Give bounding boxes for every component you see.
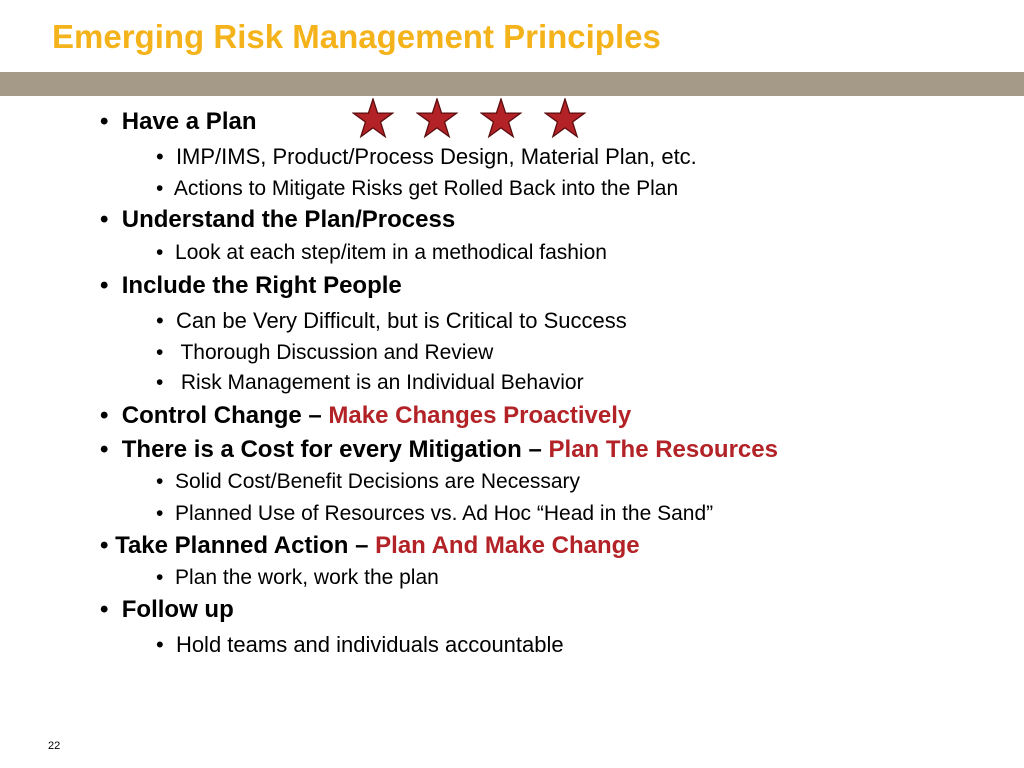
bullet-text: Hold teams and individuals accountable (175, 632, 564, 657)
bullet-glyph: • (156, 241, 164, 264)
bullet-item (100, 206, 455, 234)
bullet-glyph: • (100, 532, 109, 559)
sub-bullet-item (156, 308, 627, 334)
sub-bullet-item (156, 632, 564, 658)
bullet-text: Can be Very Difficult, but is Critical to Success (175, 308, 627, 333)
bullet-text: Solid Cost/Benefit Decisions are Necessary (175, 470, 581, 493)
bullet-text: Planned Use of Resources vs. Ad Hoc “Head in the Sand” (175, 502, 714, 525)
bullet-text: Understand the Plan/Process (121, 206, 456, 233)
highlight-text: Plan And Make Change (375, 532, 640, 559)
bullet-glyph: • (156, 308, 164, 333)
bullet-text: Thorough Discussion and Review (180, 341, 494, 364)
star-icon (544, 98, 586, 138)
star-rating (352, 98, 586, 138)
bullet-item (100, 108, 257, 136)
page-number: 22 (48, 740, 61, 752)
bullet-text: Control Change – (121, 402, 329, 429)
bullet-glyph: • (100, 596, 109, 623)
bullet-text: Take Planned Action – (115, 532, 376, 559)
sub-bullet-item (156, 502, 713, 526)
sub-bullet-item (156, 144, 697, 170)
bullet-glyph: • (156, 144, 164, 169)
bullet-glyph: • (156, 371, 164, 394)
bullet-glyph: • (156, 177, 164, 200)
bullet-glyph: • (100, 206, 109, 233)
bullet-text: IMP/IMS, Product/Process Design, Material Plan, etc. (175, 144, 697, 169)
bullet-glyph: • (156, 632, 164, 657)
bullet-item (100, 436, 778, 464)
sub-bullet-item (156, 341, 493, 365)
star-icon (352, 98, 394, 138)
sub-bullet-item (156, 371, 584, 395)
bullet-glyph: • (156, 470, 164, 493)
highlight-text: Plan The Resources (548, 436, 778, 463)
bullet-glyph: • (100, 436, 109, 463)
bullet-text: Have a Plan (121, 108, 257, 135)
bullet-text: Risk Management is an Individual Behavior (180, 371, 584, 394)
slide-title: Emerging Risk Management Principles (52, 18, 661, 55)
bullet-glyph: • (156, 566, 164, 589)
bullet-glyph: • (156, 341, 164, 364)
bullet-text: Follow up (121, 596, 234, 623)
sub-bullet-item (156, 566, 439, 590)
bullet-glyph: • (100, 272, 109, 299)
star-icon (480, 98, 522, 138)
sub-bullet-item (156, 470, 580, 494)
bullet-item (100, 532, 640, 560)
bullet-glyph: • (100, 108, 109, 135)
bullet-glyph: • (100, 402, 109, 429)
sub-bullet-item (156, 177, 678, 201)
title-divider-bar (0, 72, 1024, 96)
bullet-item (100, 596, 234, 624)
bullet-item (100, 272, 402, 300)
highlight-text: Make Changes Proactively (328, 402, 632, 429)
sub-bullet-item (156, 241, 607, 265)
bullet-text: Include the Right People (121, 272, 402, 299)
bullet-text: Actions to Mitigate Risks get Rolled Back into the Plan (173, 177, 679, 200)
bullet-text: Look at each step/item in a methodical fashion (175, 241, 607, 264)
bullet-glyph: • (156, 502, 164, 525)
bullet-text: There is a Cost for every Mitigation – (121, 436, 549, 463)
bullet-item (100, 402, 631, 430)
bullet-text: Plan the work, work the plan (175, 566, 439, 589)
star-icon (416, 98, 458, 138)
